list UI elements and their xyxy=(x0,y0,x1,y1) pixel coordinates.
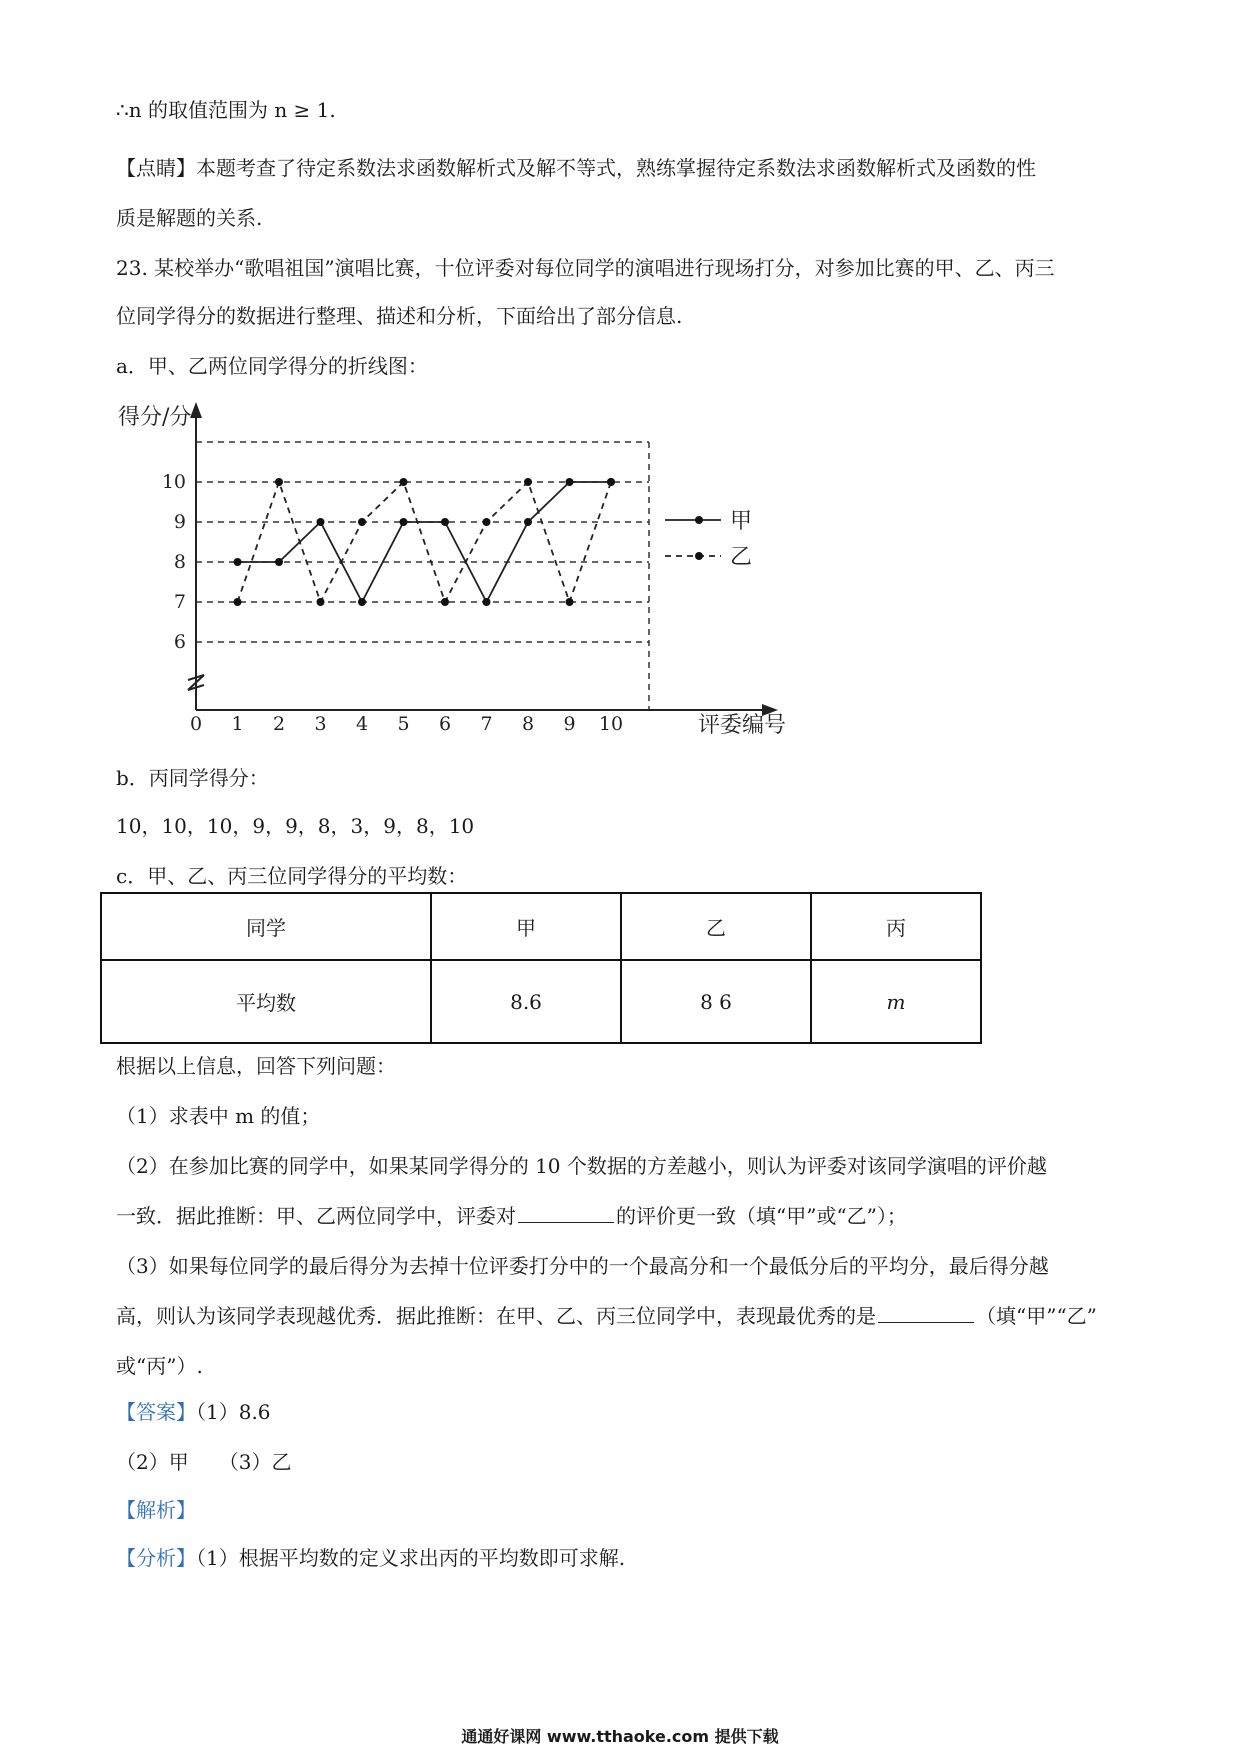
problem-line1: 23. 某校举办“歌唱祖国”演唱比赛，十位评委对每位同学的演唱进行现场打分，对参加比赛的甲、乙、丙三 xyxy=(116,256,1055,280)
table-header-cell: 同学 xyxy=(101,893,431,960)
data-point xyxy=(275,478,283,486)
fenxi-text: （1）根据平均数的定义求出丙的平均数即可求解. xyxy=(196,1546,626,1570)
average-table xyxy=(100,892,982,1044)
answer-tag: 【答案】 xyxy=(116,1400,196,1424)
y-tick-label: 7 xyxy=(173,591,186,613)
answer-line2: （2）甲 （3）乙 xyxy=(116,1450,292,1474)
question-2-text-before: 一致．据此推断：甲、乙两位同学中，评委对 xyxy=(116,1204,516,1228)
table-cell: 平均数 xyxy=(101,960,431,1043)
data-point xyxy=(358,598,366,606)
x-tick-label: 5 xyxy=(397,713,410,735)
table-cell: m xyxy=(811,960,981,1043)
question-3-text-before: 高，则认为该同学表现越优秀．据此推断：在甲、乙、丙三位同学中，表现最优秀的是 xyxy=(116,1304,876,1328)
data-point xyxy=(566,478,574,486)
table-header-cell: 丙 xyxy=(811,893,981,960)
fenxi-tag: 【分析】 xyxy=(116,1546,196,1570)
question-3-line1: （3）如果每位同学的最后得分为去掉十位评委打分中的一个最高分和一个最低分后的平均分，最后得分越 xyxy=(116,1254,1049,1278)
question-2-line1: （2）在参加比赛的同学中，如果某同学得分的 10 个数据的方差越小，则认为评委对该同学演唱的评价越 xyxy=(116,1154,1047,1178)
answer-line1 xyxy=(116,1398,271,1426)
question-3-line2 xyxy=(116,1302,1097,1330)
data-point xyxy=(483,518,491,526)
answer-1: （1）8.6 xyxy=(196,1400,271,1424)
table-cell: 8.6 xyxy=(431,960,621,1043)
x-tick-label: 9 xyxy=(563,713,576,735)
data-point xyxy=(317,518,325,526)
line-chart xyxy=(0,0,1240,760)
table-header-row xyxy=(101,893,981,960)
y-tick-label: 8 xyxy=(173,551,186,573)
answer-blank xyxy=(878,1304,974,1323)
problem-line2: 位同学得分的数据进行整理、描述和分析，下面给出了部分信息. xyxy=(116,304,683,328)
y-tick-label: 10 xyxy=(161,471,186,493)
table-row xyxy=(101,960,981,1043)
fenxi-line xyxy=(116,1544,625,1572)
x-axis-title: 评委编号 xyxy=(698,713,787,738)
y-tick-label: 6 xyxy=(173,631,186,653)
question-1: （1）求表中 m 的值； xyxy=(116,1104,321,1128)
legend-label: 乙 xyxy=(730,545,753,570)
legend-marker xyxy=(695,552,703,560)
table-header-cell: 甲 xyxy=(431,893,621,960)
analysis-tag: 【解析】 xyxy=(116,1498,196,1522)
table-header-cell: 乙 xyxy=(621,893,811,960)
data-point xyxy=(317,598,325,606)
x-tick-label: 10 xyxy=(598,713,624,735)
question-2-text-after: 的评价更一致（填“甲”或“乙”）； xyxy=(616,1204,907,1228)
x-tick-label: 1 xyxy=(231,713,244,735)
part-c-label: c．甲、乙、丙三位同学得分的平均数： xyxy=(116,864,468,888)
series-line-yi xyxy=(238,482,612,602)
data-point xyxy=(524,478,532,486)
y-axis-title: 得分/分 xyxy=(118,405,192,430)
intro-note-line2: 质是解题的关系. xyxy=(116,206,263,230)
axis-break xyxy=(188,675,204,690)
question-3-text-after: （填“甲”“乙” xyxy=(976,1304,1097,1328)
data-point xyxy=(441,518,449,526)
data-point xyxy=(275,558,283,566)
x-tick-label: 6 xyxy=(438,713,452,735)
data-point xyxy=(607,478,615,486)
x-tick-label: 3 xyxy=(314,713,327,735)
x-tick-label: 8 xyxy=(521,713,535,735)
data-point xyxy=(400,478,408,486)
footer-watermark: 通通好课网 www.tthaoke.com 提供下载 xyxy=(461,1727,779,1746)
x-tick-label: 7 xyxy=(480,713,493,735)
question-2-line2 xyxy=(116,1202,907,1230)
data-point xyxy=(234,558,242,566)
data-point xyxy=(441,598,449,606)
data-point xyxy=(358,518,366,526)
legend-marker xyxy=(695,516,703,524)
y-axis-arrow xyxy=(190,402,202,418)
x-tick-label: 4 xyxy=(355,713,369,735)
data-point xyxy=(483,598,491,606)
data-point xyxy=(400,518,408,526)
y-tick-label: 9 xyxy=(173,511,186,533)
legend-label: 甲 xyxy=(730,509,753,534)
data-point xyxy=(234,598,242,606)
x-tick-label: 2 xyxy=(272,713,286,735)
intro-conclusion: ∴n 的取值范围为 n ≥ 1. xyxy=(116,98,336,122)
intro-note-line1: 【点睛】本题考查了待定系数法求函数解析式及解不等式，熟练掌握待定系数法求函数解析式及函数的性 xyxy=(116,156,1036,180)
data-point xyxy=(566,598,574,606)
part-a-label: a．甲、乙两位同学得分的折线图： xyxy=(116,354,428,378)
questions-lead: 根据以上信息，回答下列问题： xyxy=(116,1054,396,1078)
question-3-line3: 或“丙”）. xyxy=(116,1354,203,1378)
table-cell: 8 6 xyxy=(621,960,811,1043)
part-b-label: b．丙同学得分： xyxy=(116,766,269,790)
data-point xyxy=(524,518,532,526)
x-tick-label: 0 xyxy=(189,713,203,735)
answer-blank xyxy=(518,1204,614,1223)
part-b-scores: 10，10，10，9，9，8，3，9，8，10 xyxy=(116,814,475,838)
